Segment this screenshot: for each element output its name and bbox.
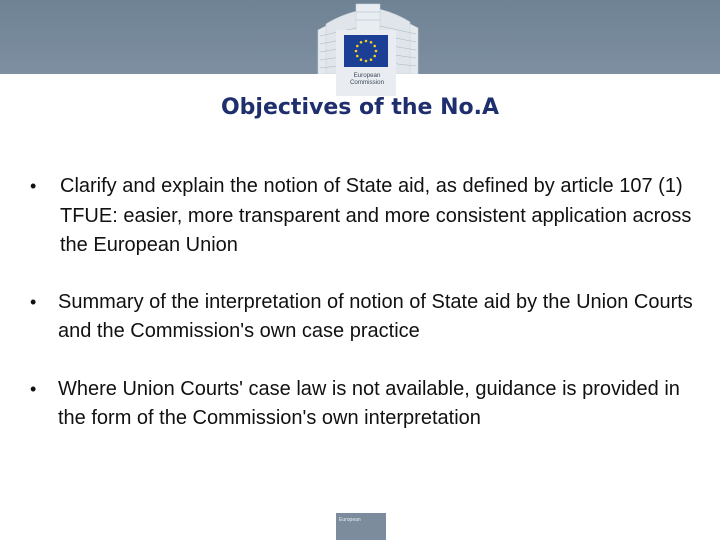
footer-logo [336, 513, 386, 540]
bullet-text: Clarify and explain the notion of State aid, as defined by article 107 (1) TFUE: easier, more transparent and more consistent application across the European Union [60, 175, 692, 256]
bullet-item [28, 172, 698, 261]
bullet-list [28, 172, 698, 434]
logo-text [340, 72, 394, 86]
emblem-box [336, 30, 396, 96]
footer-logo-text: European [339, 517, 361, 523]
logo-line-1: European [353, 72, 381, 79]
european-commission-logo [306, 0, 430, 96]
bullet-item [28, 375, 698, 434]
logo-line-2: Commission [349, 79, 385, 86]
bullet-item [28, 288, 698, 347]
bullet-marker: • [30, 176, 37, 196]
bullet-marker: • [30, 291, 37, 312]
slide-title: Objectives of the No.A [220, 95, 500, 120]
bullet-marker: • [30, 378, 37, 399]
eu-flag-icon [344, 35, 388, 67]
bullet-text: Summary of the interpretation of notion of State aid by the Union Courts and the Commission's own case practice [58, 290, 693, 342]
bullet-text: Where Union Courts' case law is not available, guidance is provided in the form of the Commission's own interpretation [58, 377, 680, 429]
